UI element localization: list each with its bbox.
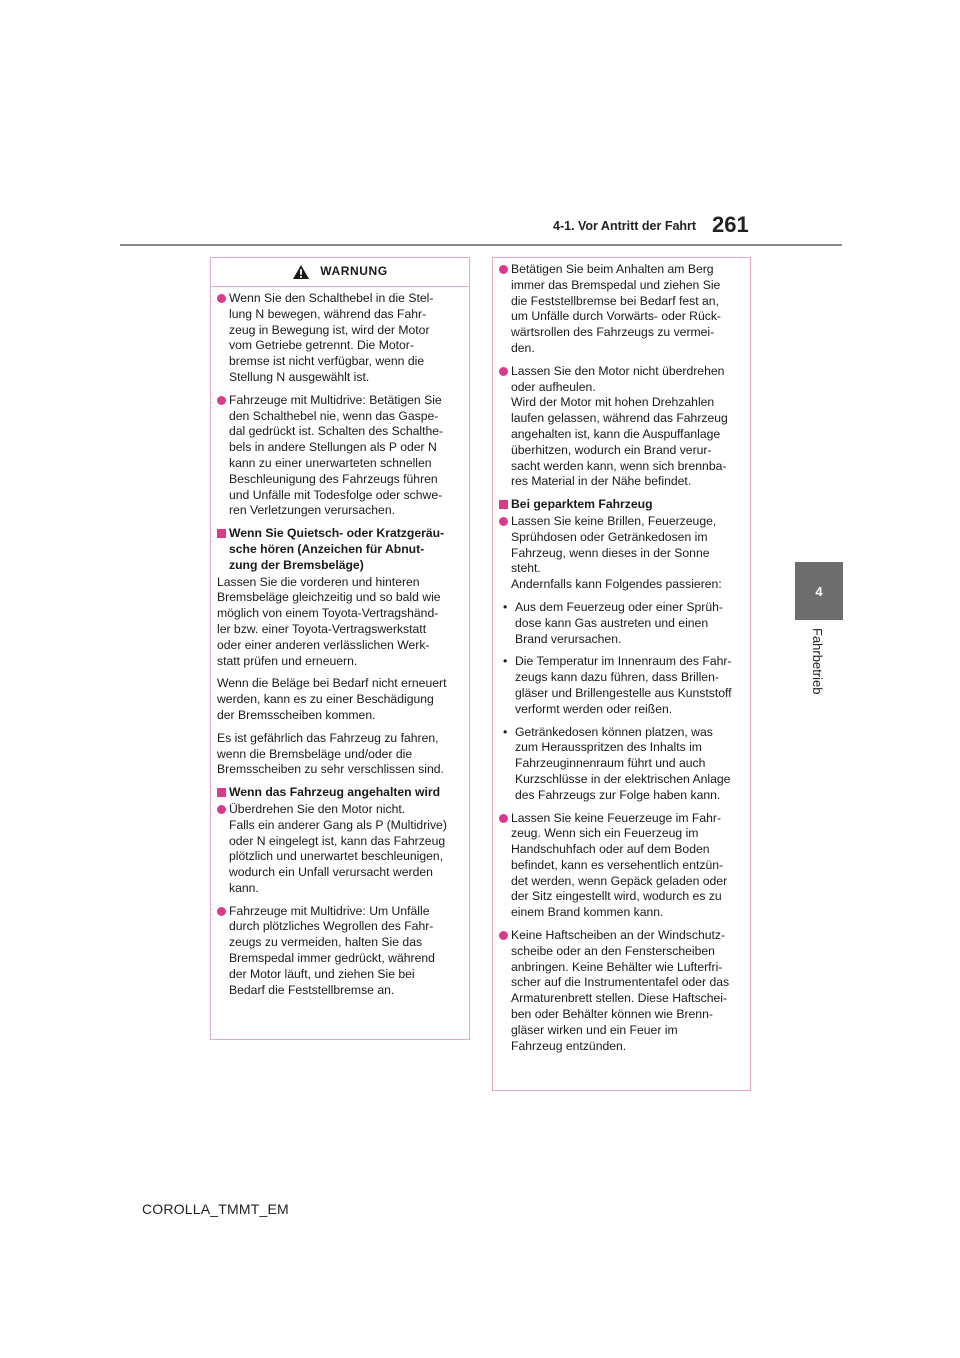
sub-item bbox=[499, 600, 740, 647]
sub-item-text: Aus dem Feuerzeug oder einer Sprüh- dose kann Gas austreten und einen Brand verursachen. bbox=[515, 599, 723, 646]
header-divider bbox=[120, 244, 842, 246]
warning-item bbox=[499, 514, 740, 593]
warning-item bbox=[217, 291, 459, 386]
warning-item bbox=[499, 811, 740, 922]
subheading bbox=[217, 785, 459, 801]
item-text: Betätigen Sie beim Anhalten am Berg immer das Bremspedal und ziehen Sie die Feststellbremse bei Bedarf fest an, um Unfälle durch Vorwärts- oder Rück- wärtsrollen des Fahrzeugs zu vermei- den. bbox=[511, 262, 721, 355]
subheading-text: Wenn Sie Quietsch- oder Kratzgeräu- sche hören (Anzeichen für Abnut- zung der Bremsbeläge) bbox=[229, 526, 445, 572]
paragraph-text: Es ist gefährlich das Fahrzeug zu fahren, wenn die Bremsbeläge und/oder die Bremsscheiben zu sehr verschlissen sind. bbox=[217, 730, 444, 777]
sub-item-text: Die Temperatur im Innenraum des Fahr- zeugs kann dazu führen, dass Brillen- gläser und Brillengestelle aus Kunststoff verformt werden oder reißen. bbox=[515, 654, 732, 716]
item-text: Überdrehen Sie den Motor nicht. Falls ein anderer Gang als P (Multidrive) oder N eingelegt ist, kann das Fahrzeug plötzlich und unerwartet beschleunigen, wodurch ein Unfall verursacht werden kann. bbox=[229, 801, 447, 895]
warning-triangle-icon bbox=[292, 264, 310, 280]
item-text: Lassen Sie keine Feuerzeuge im Fahr- zeug. Wenn sich ein Feuerzeug im Handschuhfach oder auf dem Boden befindet, kann es versehentlich entzün- det werden, wenn Gepäck geladen oder der Sitz eingestellt wird, wodurch es zu einem Brand kommen kann. bbox=[511, 810, 728, 920]
warning-item bbox=[217, 904, 459, 999]
sub-item bbox=[499, 654, 740, 717]
warning-item bbox=[499, 262, 740, 357]
item-text: Lassen Sie den Motor nicht überdrehen oder aufheulen. Wird der Motor mit hohen Drehzahlen laufen gelassen, während das Fahrzeug angehalten ist, kann die Auspuffanlage überhitzen, wodurch ein Brand verur- sacht werden kann, wenn sich brennba- res Material in der Nähe befindet. bbox=[511, 363, 728, 489]
item-text: Fahrzeuge mit Multidrive: Betätigen Sie den Schalthebel nie, wenn das Gaspe- dal gedrückt ist. Schalten des Schalthe- bels in andere Stellungen als P oder N kann zu einer unerwarteten schnellen Beschleunigung des Fahrzeugs führen und Unfälle mit Todesfolge oder schwe- ren Verletzungen verursachen. bbox=[229, 392, 444, 518]
item-text: Lassen Sie keine Brillen, Feuerzeuge, Sprühdosen oder Getränkedosen im Fahrzeug, wenn dieses in der Sonne steht. Andernfalls kann Folgendes passieren: bbox=[511, 513, 722, 592]
warning-item bbox=[499, 928, 740, 1054]
warning-title: WARNUNG bbox=[320, 264, 388, 279]
warning-box-continued bbox=[492, 257, 751, 1091]
subheading-text: Bei geparktem Fahrzeug bbox=[511, 497, 653, 512]
footer-document-code: COROLLA_TMMT_EM bbox=[142, 1201, 289, 1217]
warning-header bbox=[211, 258, 469, 287]
sub-item bbox=[499, 725, 740, 804]
warning-box bbox=[210, 257, 470, 1040]
paragraph-text: Lassen Sie die vorderen und hinteren Bremsbeläge gleichzeitig und so bald wie möglich von einem Toyota-Vertragshänd- ler bzw. einer Toyota-Vertragswerkstatt oder einer anderen verlässlichen Werk- statt prüfen und erneuern. bbox=[217, 574, 441, 668]
sub-item-text: Getränkedosen können platzen, was zum Herausspritzen des Inhalts im Fahrzeuginnenraum führt und auch Kurzschlüsse in der elektrischen Anlage des Fahrzeugs zur Folge haben kann. bbox=[515, 724, 731, 802]
item-text: Fahrzeuge mit Multidrive: Um Unfälle durch plötzliches Wegrollen des Fahr- zeugs zu vermeiden, halten Sie das Bremspedal immer gedrückt, während der Motor läuft, und ziehen Sie bei Bedarf die Feststellbremse an. bbox=[229, 903, 435, 997]
page-number: 261 bbox=[712, 212, 749, 237]
paragraph bbox=[217, 731, 459, 778]
section-title: 4-1. Vor Antritt der Fahrt bbox=[553, 219, 697, 233]
paragraph bbox=[217, 676, 459, 723]
subheading bbox=[499, 497, 740, 513]
warning-item bbox=[217, 802, 459, 897]
subheading bbox=[217, 526, 459, 573]
item-text: Wenn Sie den Schalthebel in die Stel- lung N bewegen, während das Fahr- zeug in Bewegung ist, wird der Motor vom Getriebe getrennt. Die Motor- bremse ist nicht verfügbar, wenn die Stellung N ausgewählt ist. bbox=[229, 291, 434, 384]
warning-item bbox=[217, 393, 459, 519]
item-text: Keine Haftscheiben an der Windschutz- scheibe oder an den Fensterscheiben anbringen. Keine Behälter wie Lufterfri- scher auf die Instrumententafel oder das Armaturenbrett stellen. Diese Haftschei- ben oder Behälter können wie Brenn- gläser wirken und ein Feuer im Fahrzeug entzünden. bbox=[511, 928, 730, 1053]
chapter-title: Fahrbetrieb bbox=[810, 628, 825, 695]
chapter-tab: 4 bbox=[795, 562, 843, 620]
paragraph-text: Wenn die Beläge bei Bedarf nicht erneuert werden, kann es zu einer Beschädigung der Bremsscheiben kommen. bbox=[217, 676, 447, 722]
paragraph bbox=[217, 575, 459, 670]
warning-item bbox=[499, 364, 740, 490]
subheading-text: Wenn das Fahrzeug angehalten wird bbox=[229, 785, 441, 800]
